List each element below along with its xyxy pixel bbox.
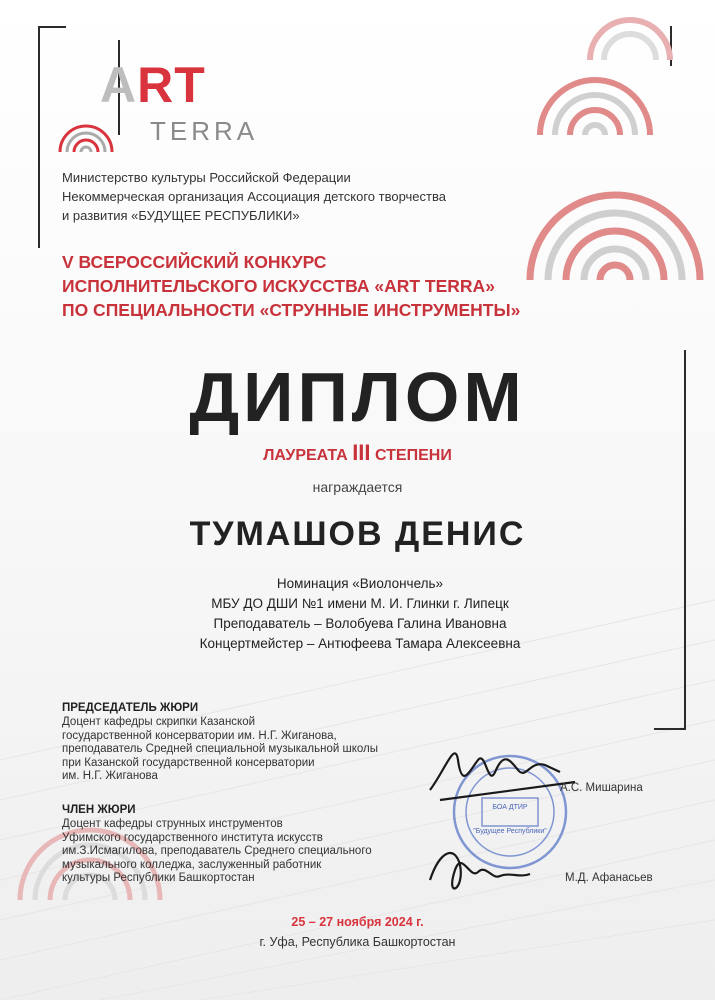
fingerprint-right-icon [530,195,700,280]
awarded-text: награждается [312,479,403,495]
degree: ЛАУРЕАТА III СТЕПЕНИ [263,440,452,465]
fingerprint-top-right-icon [540,80,650,135]
stamp-icon [454,756,566,868]
nomination: Номинация «Виолончель» [276,576,444,591]
teacher: Преподаватель – Волобуева Галина Ивановна [213,616,507,631]
jury-member-text: Доцент кафедры струнных инструментов Уфимского государственного института искусств им.З.Исмагилова, преподаватель Среднего специального музыкального колледжа, заслуженный работник культуры Республики Башкортостан [62,818,372,884]
jury-chair-heading: ПРЕДСЕДАТЕЛЬ ЖЮРИ [62,702,199,714]
logo-art: ART [100,57,206,113]
frame-top-left [38,26,40,248]
logo-terra: TERRA [150,116,259,146]
jury-member-name: М.Д. Афанасьев [565,872,653,884]
jury-member-heading: ЧЛЕН ЖЮРИ [62,804,136,816]
jury-chair-name: А.С. Мишарина [560,782,643,794]
organizers: Министерство культуры Российской Федерации Некоммерческая организация Ассоциация детского творчества и развития «БУДУЩЕЕ РЕСПУБЛИКИ» [62,170,446,223]
event-city: г. Уфа, Республика Башкортостан [259,935,456,949]
school: МБУ ДО ДШИ №1 имени М. И. Глинки г. Липецк [211,596,509,611]
logo-fingerprint-icon [60,126,112,152]
event-dates: 25 – 27 ноября 2024 г. [291,915,424,929]
stamp-center-text: БОА ДТИР [492,804,528,811]
accompanist: Концертмейстер – Антюфеева Тамара Алексеевна [199,636,521,651]
diploma-title: ДИПЛОМ [189,358,526,436]
recipient-name: ТУМАШОВ ДЕНИС [189,515,526,553]
competition-title: V ВСЕРОССИЙСКИЙ КОНКУРС ИСПОЛНИТЕЛЬСКОГО ИСКУССТВА «ART TERRA» ПО СПЕЦИАЛЬНОСТИ «СТРУННЫЕ ИНСТРУМЕНТЫ» [62,252,521,320]
jury-chair-text: Доцент кафедры скрипки Казанской государственной консерватории им. Н.Г. Жиганова, преподаватель Средней специальной музыкальной школы при Казанской государственной консерватории им. Н.Г. Жиганова [62,716,379,782]
award-details [100,574,620,654]
stamp-ring-text: "Будущее Республики" [473,828,547,835]
